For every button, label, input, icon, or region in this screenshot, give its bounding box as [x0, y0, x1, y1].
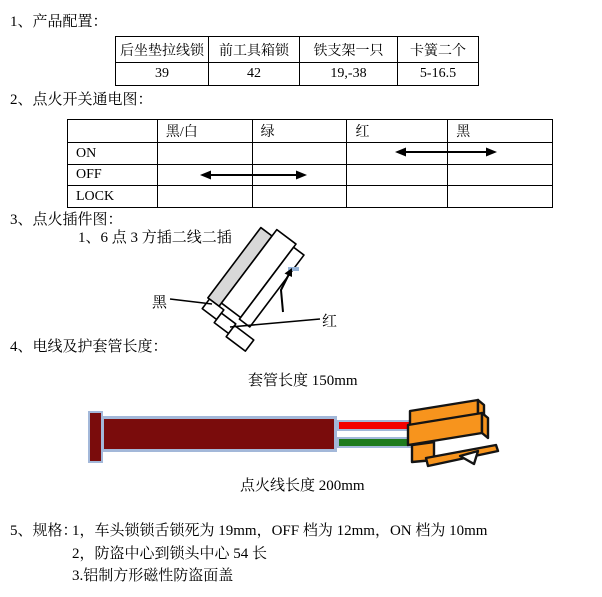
config-header-cell: 后坐垫拉线锁: [116, 37, 209, 63]
config-table-header-row: [116, 37, 479, 63]
wire-header-cell: 红: [347, 120, 448, 143]
sheath-tube: [101, 416, 337, 452]
section1-heading: 1、产品配置：: [10, 14, 108, 30]
config-value-cell: 42: [209, 63, 300, 86]
config-header-cell: 卡簧二个: [398, 37, 479, 63]
ignition-plug-drawing: [398, 392, 510, 484]
ignition-corner-cell: [68, 120, 158, 143]
config-header-cell: 铁支架一只: [300, 37, 398, 63]
ignition-wire-length-label: 点火线长度 200mm: [240, 478, 365, 494]
ignition-table: [67, 119, 553, 208]
state-label-cell: OFF: [68, 165, 158, 186]
config-value-cell: 5-16.5: [398, 63, 479, 86]
spec-line: 3.铝制方形磁性防盗面盖: [72, 568, 234, 584]
state-label-cell: LOCK: [68, 186, 158, 208]
ignition-table-wrap: [67, 119, 553, 207]
spec-line: 1，车头锁锁舌锁死为 19mm，OFF 档为 12mm，ON 档为 10mm: [72, 523, 488, 539]
black-wire-pointer-line: [170, 299, 212, 304]
black-wire-label: 黑: [152, 295, 168, 311]
section3-heading: 3、点火插件图：: [10, 212, 123, 228]
wire-header-cell: 黑: [448, 120, 553, 143]
state-label-cell: ON: [68, 143, 158, 165]
section4-heading: 4、电线及护套管长度：: [10, 339, 168, 355]
config-value-cell: 39: [116, 63, 209, 86]
ignition-row-on: [68, 143, 553, 165]
ignition-header-row: [68, 120, 553, 143]
red-wire-label: 红: [322, 314, 338, 330]
config-table: [115, 36, 479, 86]
plug-lower-end: [482, 413, 488, 438]
config-value-cell: 19,-38: [300, 63, 398, 86]
wire-header-cell: 绿: [252, 120, 347, 143]
ignition-row-off: [68, 165, 553, 186]
ignition-row-lock: [68, 186, 553, 208]
sleeve-length-label: 套管长度 150mm: [248, 373, 358, 389]
config-header-cell: 前工具箱锁: [209, 37, 300, 63]
wire-header-cell: 黑/白: [157, 120, 252, 143]
section2-heading: 2、点火开关通电图：: [10, 92, 153, 108]
config-table-value-row: [116, 63, 479, 86]
connector-drawing: [140, 216, 345, 356]
spec-line: 2，防盗中心到锁头中心 54 长: [72, 546, 268, 562]
section5-heading: 5、规格：: [10, 523, 78, 539]
section3-note: 1、6 点 3 方插二线二插: [78, 230, 232, 246]
